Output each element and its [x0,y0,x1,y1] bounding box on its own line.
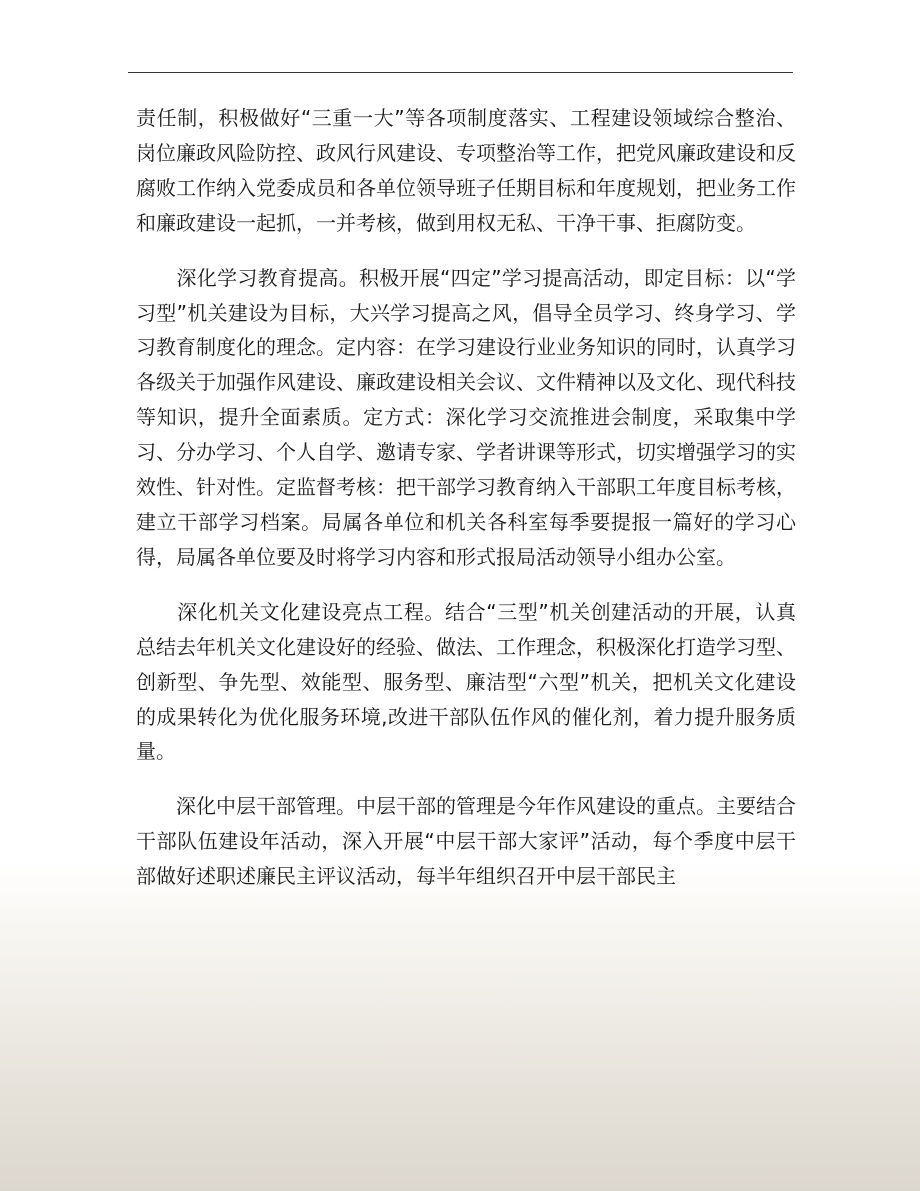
paragraph-study-education: 深化学习教育提高。积极开展“四定”学习提高活动，即定目标：以“学习型”机关建设为目标，大兴学习提高之风，倡导全员学习、终身学习、学习教育制度化的理念。定内容：在学习建设行业业务知识的同时，认真学习各级关于加强作风建设、廉政建设相关会议、文件精神以及文化、现代科技等知识，提升全面素质。定方式：深化学习交流推进会制度，采取集中学习、分办学习、个人自学、邀请专家、学者讲课等形式，切实增强学习的实效性、针对性。定监督考核：把干部学习教育纳入干部职工年度目标考核，建立干部学习档案。局属各单位和机关各科室每季要提报一篇好的学习心得，局属各单位要及时将学习内容和形式报局活动领导小组办公室。 [136,265,796,569]
header-rule [128,72,793,73]
paragraph-office-culture: 深化机关文化建设亮点工程。结合“三型”机关创建活动的开展，认真总结去年机关文化建设好的经验、做法、工作理念，积极深化打造学习型、创新型、争先型、效能型、服务型、廉洁型“六型”机关，把机关文化建设的成果转化为优化服务环境,改进干部队伍作风的催化剂，着力提升服务质量。 [136,599,796,764]
paragraph-middle-management: 深化中层干部管理。中层干部的管理是今年作风建设的重点。主要结合干部队伍建设年活动，深入开展“中层干部大家评”活动，每个季度中层干部做好述职述廉民主评议活动，每半年组织召开中层干部民主 [136,794,796,889]
document-body [136,101,796,894]
paragraph-responsibility: 责任制，积极做好“三重一大”等各项制度落实、工程建设领域综合整治、岗位廉政风险防控、政风行风建设、专项整治等工作，把党风廉政建设和反腐败工作纳入党委成员和各单位领导班子任期目标和年度规划，把业务工作和廉政建设一起抓，一并考核，做到用权无私、干净干事、拒腐防变。 [136,106,796,235]
